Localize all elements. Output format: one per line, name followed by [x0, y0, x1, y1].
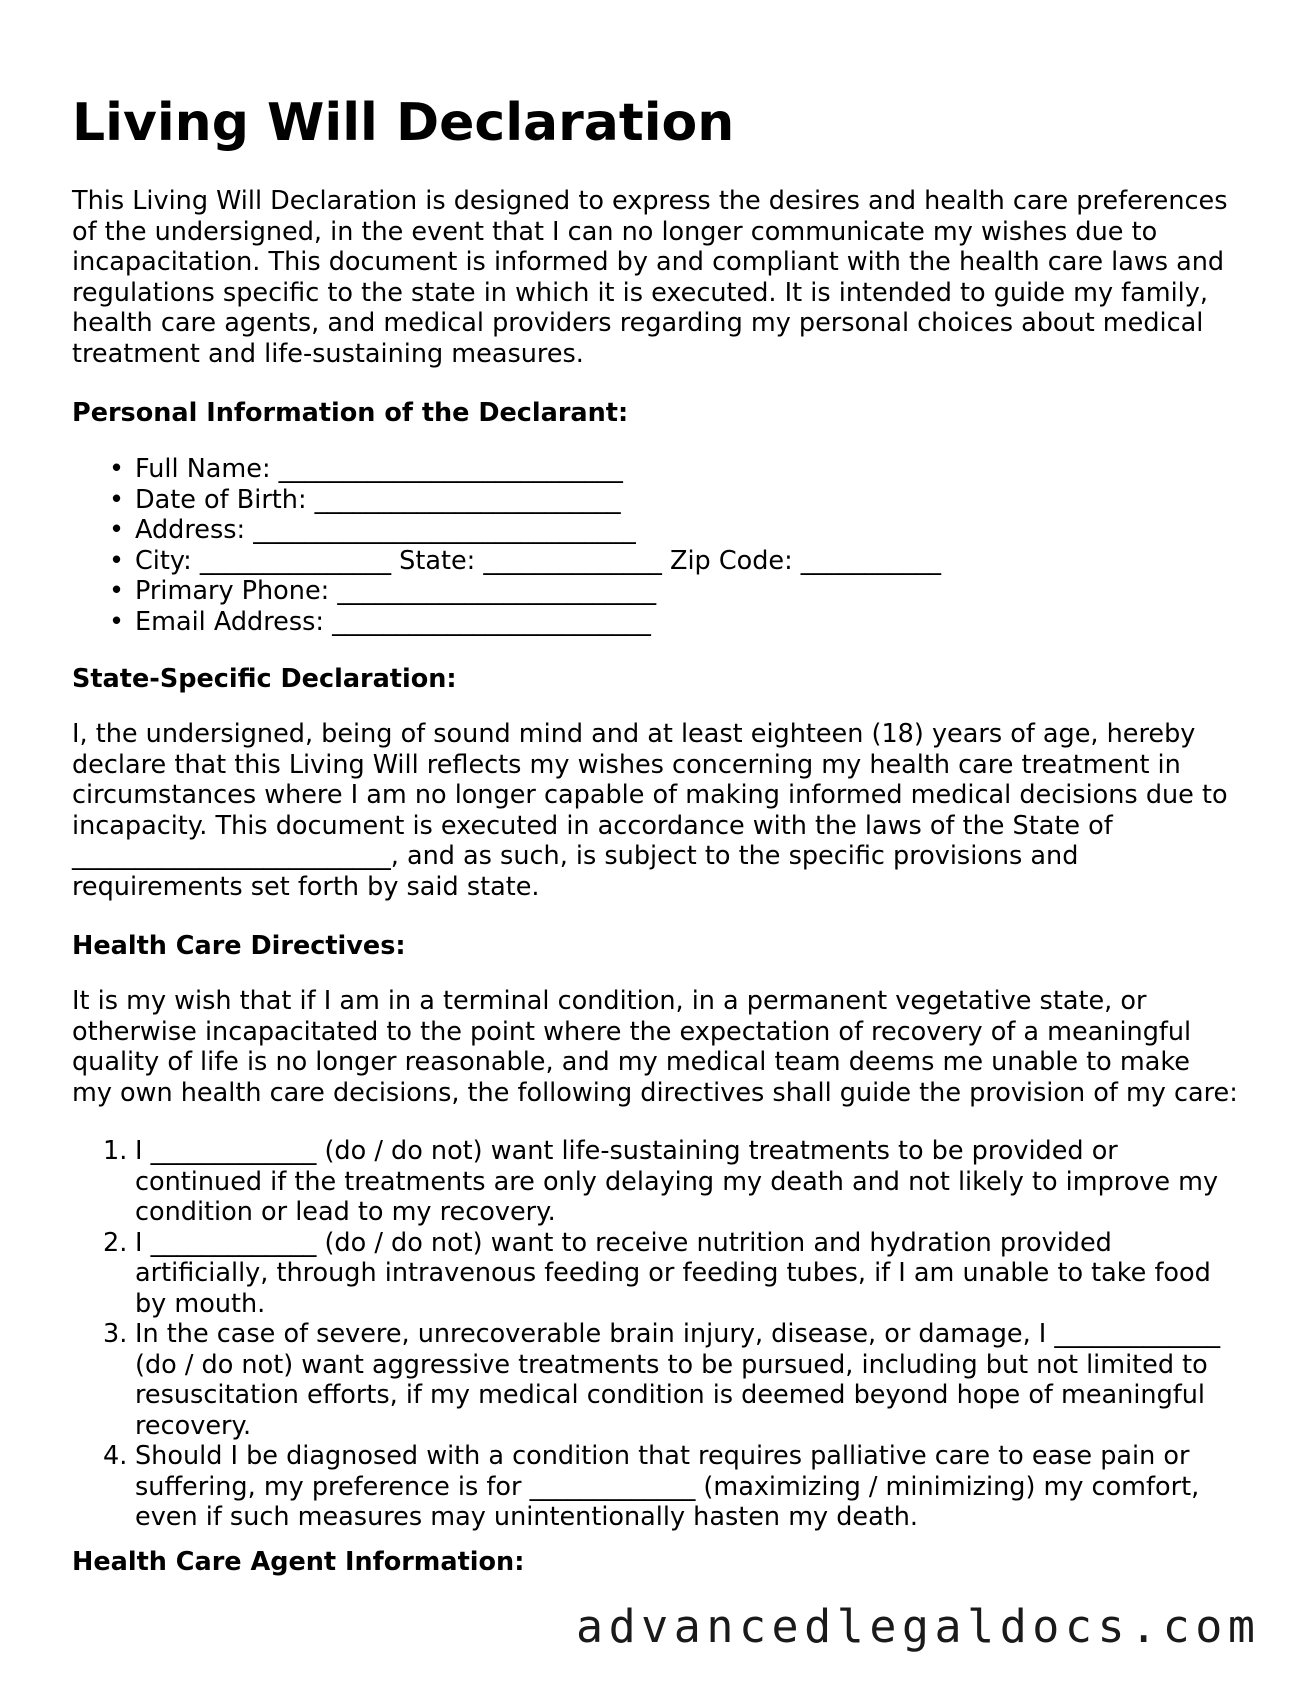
directive-items [72, 1136, 1247, 1533]
field-label: Primary Phone: _________________________ [135, 576, 657, 606]
declaration-line: incapacity. This document is executed in accordance with the laws of the State of [72, 810, 1113, 841]
directives-intro-line: quality of life is no longer reasonable, and my medical team deems me unable to make [72, 1047, 1190, 1077]
directive-line: Should I be diagnosed with a condition that requires palliative care to ease pain or [135, 1441, 1190, 1471]
directive-item[interactable] [72, 1441, 1247, 1533]
directives-intro-line: my own health care decisions, the following directives shall guide the provision of my care: [72, 1077, 1238, 1108]
email-address-field[interactable] [72, 607, 1247, 638]
intro-line: treatment and life-sustaining measures. [72, 338, 584, 369]
directive-line: recovery. [135, 1410, 252, 1441]
field-label: Full Name: ___________________________ [135, 454, 623, 484]
intro-paragraph [72, 186, 1247, 369]
bullet-icon: • [109, 484, 125, 515]
declaration-line: requirements set forth by said state. [72, 871, 540, 902]
directives-heading: Health Care Directives: [72, 931, 406, 961]
directive-line: I _____________ (do / do not) want to receive nutrition and hydration provided [135, 1227, 1112, 1258]
state-declaration-paragraph [72, 719, 1247, 902]
directive-line: condition or lead to my recovery. [135, 1197, 556, 1227]
state-declaration-heading: State-Specific Declaration: [72, 664, 457, 694]
directive-line: suffering, my preference is for _____________ (maximizing / minimizing) my comfort, [135, 1471, 1200, 1502]
state-declaration-section [72, 664, 1247, 695]
directive-line: (do / do not) want aggressive treatments to be pursued, including but not limited to [135, 1349, 1208, 1380]
field-label: Address: ______________________________ [135, 515, 636, 545]
field-label: Date of Birth: ________________________ [135, 484, 621, 515]
directive-line: In the case of severe, unrecoverable brain injury, disease, or damage, I _____________ [135, 1319, 1221, 1349]
directive-line: even if such measures may unintentionally hasten my death. [135, 1502, 918, 1532]
directive-number: 3. [103, 1319, 128, 1349]
directive-line: artificially, through intravenous feeding or feeding tubes, if I am unable to take food [135, 1258, 1211, 1288]
document-title: Living Will Declaration [72, 93, 735, 153]
directive-number: 2. [103, 1227, 128, 1258]
directive-number: 4. [103, 1441, 128, 1471]
site-watermark: advancedlegaldocs.com [576, 1600, 1261, 1653]
personal-info-heading: Personal Information of the Declarant: [72, 398, 629, 428]
directives-intro-line: otherwise incapacitated to the point where the expectation of recovery of a meaningful [72, 1016, 1192, 1047]
bullet-icon: • [109, 454, 125, 484]
directive-line: by mouth. [135, 1288, 266, 1319]
intro-line: regulations specific to the state in which it is executed. It is intended to guide my family, [72, 277, 1208, 308]
bullet-icon: • [109, 576, 125, 606]
date-of-birth-field[interactable] [72, 485, 1247, 516]
bullet-icon: • [109, 606, 125, 637]
declaration-line: declare that this Living Will reflects my wishes concerning my health care treatment in [72, 749, 1181, 780]
directive-line: I _____________ (do / do not) want life-sustaining treatments to be provided or [135, 1136, 1118, 1166]
full-name-field[interactable] [72, 454, 1247, 485]
directives-list [72, 1136, 1247, 1533]
primary-phone-field[interactable] [72, 576, 1247, 607]
directive-number: 1. [103, 1136, 128, 1166]
intro-line: of the undersigned, in the event that I can no longer communicate my wishes due to [72, 216, 1158, 247]
directive-item[interactable] [72, 1228, 1247, 1320]
directives-section [72, 931, 1247, 962]
field-label: Email Address: _________________________ [135, 606, 651, 637]
declaration-line: I, the undersigned, being of sound mind and at least eighteen (18) years of age, hereby [72, 719, 1196, 749]
bullet-icon: • [109, 515, 125, 545]
agent-info-section [72, 1547, 1247, 1578]
bullet-icon: • [109, 545, 125, 576]
address-field[interactable] [72, 515, 1247, 546]
field-label: City: _______________ State: ______________ Zip Code: ___________ [135, 545, 942, 576]
directive-line: resuscitation efforts, if my medical condition is deemed beyond hope of meaningful [135, 1380, 1205, 1410]
intro-line: This Living Will Declaration is designed to express the desires and health care preferences [72, 186, 1228, 216]
personal-info-fields [72, 454, 1247, 637]
city-state-zip-field[interactable] [72, 546, 1247, 577]
intro-line: health care agents, and medical providers regarding my personal choices about medical [72, 308, 1204, 338]
declaration-line: circumstances where I am no longer capable of making informed medical decisions due to [72, 780, 1228, 810]
agent-info-heading: Health Care Agent Information: [72, 1547, 525, 1577]
directives-intro [72, 986, 1247, 1108]
declaration-line: _________________________, and as such, is subject to the specific provisions and [72, 841, 1079, 871]
directive-line: continued if the treatments are only delaying my death and not likely to improve my [135, 1166, 1219, 1197]
field-list [72, 454, 1247, 637]
directive-item[interactable] [72, 1136, 1247, 1228]
directives-intro-line: It is my wish that if I am in a terminal condition, in a permanent vegetative state, or [72, 986, 1147, 1016]
directive-item[interactable] [72, 1319, 1247, 1441]
intro-line: incapacitation. This document is informed by and compliant with the health care laws and [72, 247, 1225, 277]
personal-info-section [72, 398, 1247, 429]
